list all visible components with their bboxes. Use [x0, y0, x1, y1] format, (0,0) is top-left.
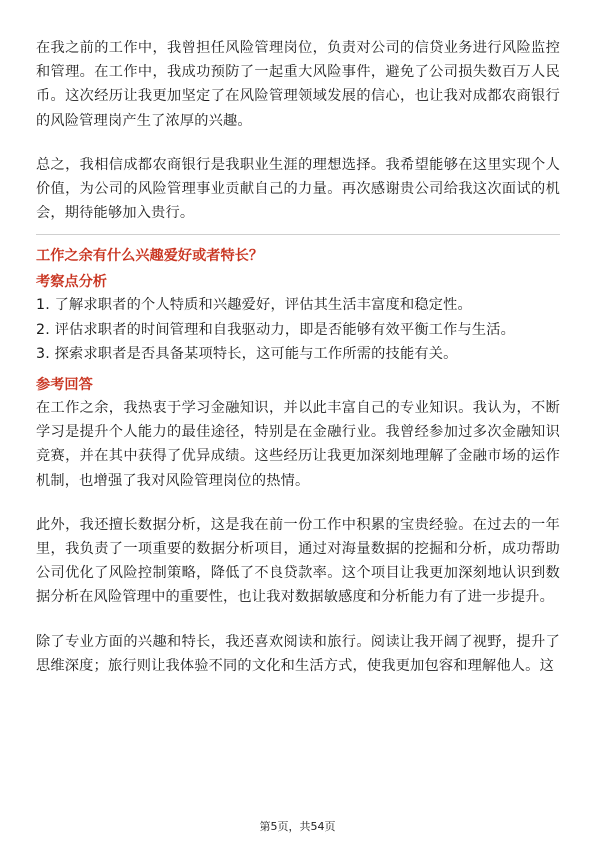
answer-paragraph-2: 此外，我还擅长数据分析，这是我在前一份工作中积累的宝贵经验。在过去的一年里，我负责了一项重要的数据分析项目，通过对海量数据的挖掘和分析，成功帮助公司优化了风险控制策略，降低了不良贷款率。这个项目让我更加深刻地认识到数据分析在风险管理中的重要性，也让我对数据敏感度和分析能力有了进一步提升。 — [36, 516, 560, 606]
answer-paragraph-3: 除了专业方面的兴趣和特长，我还喜欢阅读和旅行。阅读让我开阔了视野，提升了思维深度；旅行则让我体验不同的文化和生活方式，使我更加包容和理解他人。这 — [36, 633, 560, 674]
analysis-heading: 考察点分析 — [36, 274, 107, 291]
analysis-item: 3. 探索求职者是否具备某项特长，这可能与工作所需的技能有关。 — [36, 345, 458, 362]
analysis-item: 1. 了解求职者的个人特质和兴趣爱好，评估其生活丰富度和稳定性。 — [36, 297, 472, 314]
analysis-item: 2. 评估求职者的时间管理和自我驱动力，即是否能够有效平衡工作与生活。 — [36, 321, 516, 338]
document-page — [36, 36, 560, 678]
paragraph-gap — [36, 610, 560, 630]
analysis-list — [36, 293, 560, 366]
answer-paragraph-1: 在工作之余，我热衷于学习金融知识，并以此丰富自己的专业知识。我认为，不断学习是提升个人能力的最佳途径，特别是在金融行业。我曾经参加过多次金融知识竞赛，并在其中获得了优异成绩。这些经历让我更加深刻地理解了金融市场的运作机制，也增强了我对风险管理岗位的热情。 — [36, 400, 560, 489]
paragraph-gap — [36, 133, 560, 153]
intro-paragraph-2: 总之，我相信成都农商银行是我职业生涯的理想选择。我希望能够在这里实现个人价值，为公司的风险管理事业贡献自己的力量。再次感谢贵公司给我这次面试的机会，期待能够加入贵行。 — [36, 156, 560, 222]
intro-paragraph-1: 在我之前的工作中，我曾担任风险管理岗位，负责对公司的信贷业务进行风险监控和管理。在工作中，我成功预防了一起重大风险事件，避免了公司损失数百万人民币。这次经历让我更加坚定了在风险管理领域发展的信心，也让我对成都农商银行的风险管理岗产生了浓厚的兴趣。 — [36, 40, 560, 129]
interview-question: 工作之余有什么兴趣爱好或者特长？ — [36, 248, 264, 265]
answer-heading: 参考回答 — [36, 377, 93, 394]
section-divider — [36, 234, 560, 235]
paragraph-gap — [36, 493, 560, 513]
page-number: 第5页，共54页 — [259, 820, 336, 833]
